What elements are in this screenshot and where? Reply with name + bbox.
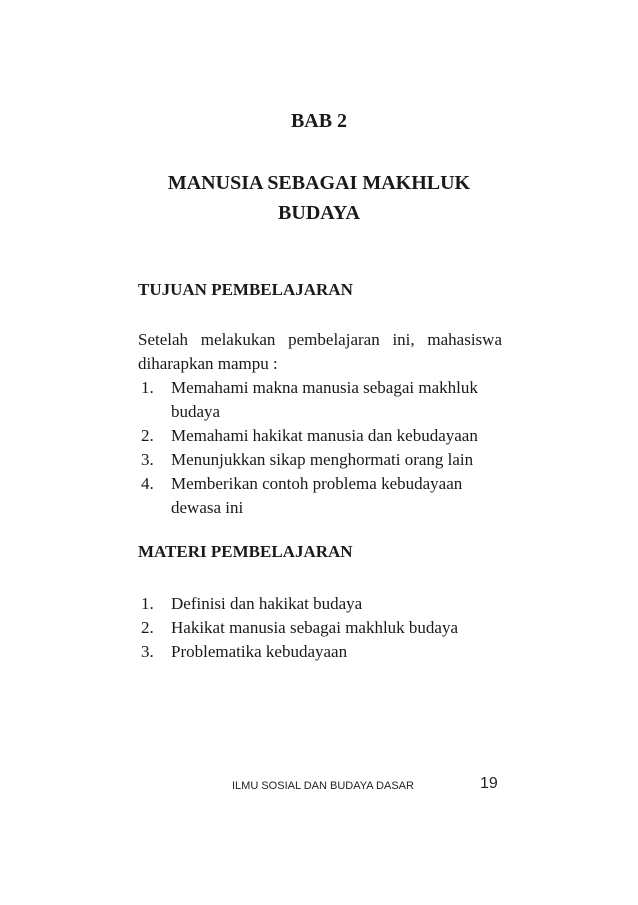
list-item-text: Definisi dan hakikat budaya [171, 594, 363, 613]
list-item-number: 1. [141, 594, 154, 613]
chapter-number: BAB 2 [290, 110, 348, 132]
list-item-text: Memahami hakikat manusia dan kebudayaan [171, 426, 478, 445]
chapter-title-line-2: BUDAYA [278, 202, 360, 224]
list-item-number: 3. [141, 642, 154, 661]
list-item-text: Menunjukkan sikap menghormati orang lain [171, 450, 474, 469]
list-item [138, 616, 508, 640]
list-item-text: Memahami makna manusia sebagai makhluk budaya [171, 378, 478, 421]
list-item [138, 640, 508, 664]
tujuan-intro-line-2: diharapkan mampu : [138, 354, 278, 373]
chapter-title [0, 168, 638, 228]
list-item-number: 4. [141, 474, 154, 493]
footer-book-title: ILMU SOSIAL DAN BUDAYA DASAR [232, 780, 414, 792]
footer-page-number: 19 [480, 775, 498, 792]
list-item-text: Hakikat manusia sebagai makhluk budaya [171, 618, 459, 637]
list-item [138, 448, 508, 472]
materi-list [138, 592, 508, 664]
list-item [138, 472, 508, 520]
list-item-number: 2. [141, 426, 154, 445]
list-item-number: 2. [141, 618, 154, 637]
list-item [138, 424, 508, 448]
list-item-number: 3. [141, 450, 154, 469]
list-item-text: Problematika kebudayaan [171, 642, 348, 661]
tujuan-intro-line-1: Setelah melakukan pembelajaran ini, mahasiswa [138, 330, 502, 349]
list-item [138, 376, 508, 424]
chapter-title-line-1: MANUSIA SEBAGAI MAKHLUK [167, 172, 471, 194]
list-item [138, 592, 508, 616]
materi-heading: MATERI PEMBELAJARAN [138, 542, 353, 561]
list-item-text: Memberikan contoh problema kebudayaan dewasa ini [171, 474, 463, 517]
tujuan-intro [138, 328, 502, 376]
list-item-number: 1. [141, 378, 154, 397]
tujuan-heading: TUJUAN PEMBELAJARAN [138, 280, 353, 299]
tujuan-list [138, 376, 508, 520]
